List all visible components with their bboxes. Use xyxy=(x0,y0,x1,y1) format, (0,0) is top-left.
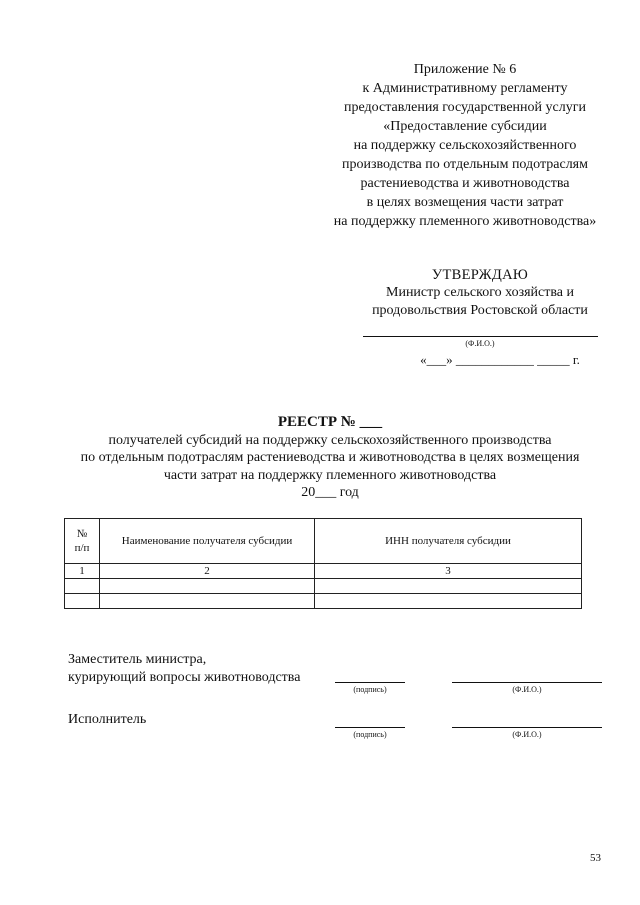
table-row xyxy=(65,594,582,609)
deputy-fio-line xyxy=(452,681,602,683)
deputy-signature-label xyxy=(68,651,300,687)
executor-signature-line xyxy=(335,726,405,728)
register-subtitle-line: по отдельным подотраслям растениеводства и животноводства в целях возмещения xyxy=(80,450,580,465)
approval-signature-line xyxy=(363,324,598,337)
appendix-line: в целях возмещения части затрат xyxy=(366,195,564,210)
column-number: 1 xyxy=(65,564,100,579)
deputy-signature-line xyxy=(335,681,405,683)
header-recipient-name: Наименование получателя субсидии xyxy=(100,519,315,564)
table-cell[interactable] xyxy=(315,579,582,594)
appendix-line: к Административному регламенту xyxy=(362,81,568,96)
appendix-line: «Предоставление субсидии xyxy=(383,119,547,134)
table-cell[interactable] xyxy=(315,594,582,609)
header-number xyxy=(65,519,100,564)
appendix-line: растениеводства и животноводства xyxy=(360,176,570,191)
appendix-header xyxy=(310,60,620,231)
appendix-line: на поддержку сельскохозяйственного xyxy=(353,138,577,153)
table-row xyxy=(65,579,582,594)
table-cell[interactable] xyxy=(65,579,100,594)
header-recipient-inn: ИНН получателя субсидии xyxy=(315,519,582,564)
approval-position-line: продовольствия Ростовской области xyxy=(372,303,588,318)
appendix-line: на поддержку племенного животноводства» xyxy=(333,214,597,229)
recipients-table xyxy=(64,518,582,609)
executor-fio-line xyxy=(452,726,602,728)
column-number: 3 xyxy=(315,564,582,579)
column-number: 2 xyxy=(100,564,315,579)
appendix-line: предоставления государственной услуги xyxy=(344,100,586,115)
deputy-line: курирующий вопросы животноводства xyxy=(68,670,301,685)
approval-date-line: «___» ____________ _____ г. xyxy=(420,352,580,367)
register-year-line: 20___ год xyxy=(301,485,359,500)
header-number-line2: п/п xyxy=(74,542,90,554)
register-subtitle-line: получателей субсидий на поддержку сельскохозяйственного производства xyxy=(108,432,552,448)
approval-position-line: Министр сельского хозяйства и xyxy=(386,285,574,300)
approval-block xyxy=(355,266,605,369)
table-cell[interactable] xyxy=(100,594,315,609)
register-title: РЕЕСТР № ___ xyxy=(277,414,383,430)
register-subtitle-line: части затрат на поддержку племенного животноводства xyxy=(163,467,497,483)
appendix-line: производства по отдельным подотраслям xyxy=(342,157,588,172)
deputy-signature-caption: (подпись) xyxy=(353,685,387,694)
deputy-line: Заместитель министра, xyxy=(68,652,207,667)
appendix-line: Приложение № 6 xyxy=(413,62,517,77)
table-column-number-row xyxy=(65,564,582,579)
table-cell[interactable] xyxy=(65,594,100,609)
table-cell[interactable] xyxy=(100,579,315,594)
table-header-row xyxy=(65,519,582,564)
page-number: 53 xyxy=(590,852,601,864)
header-number-line1: № xyxy=(76,528,88,540)
executor-fio-caption: (Ф.И.О.) xyxy=(512,730,542,739)
approval-title: УТВЕРЖДАЮ xyxy=(431,267,529,283)
executor-label: Исполнитель xyxy=(68,712,147,727)
approval-fio-caption: (Ф.И.О.) xyxy=(465,339,495,348)
executor-signature-caption: (подпись) xyxy=(353,730,387,739)
register-heading xyxy=(40,414,620,502)
deputy-fio-caption: (Ф.И.О.) xyxy=(512,685,542,694)
